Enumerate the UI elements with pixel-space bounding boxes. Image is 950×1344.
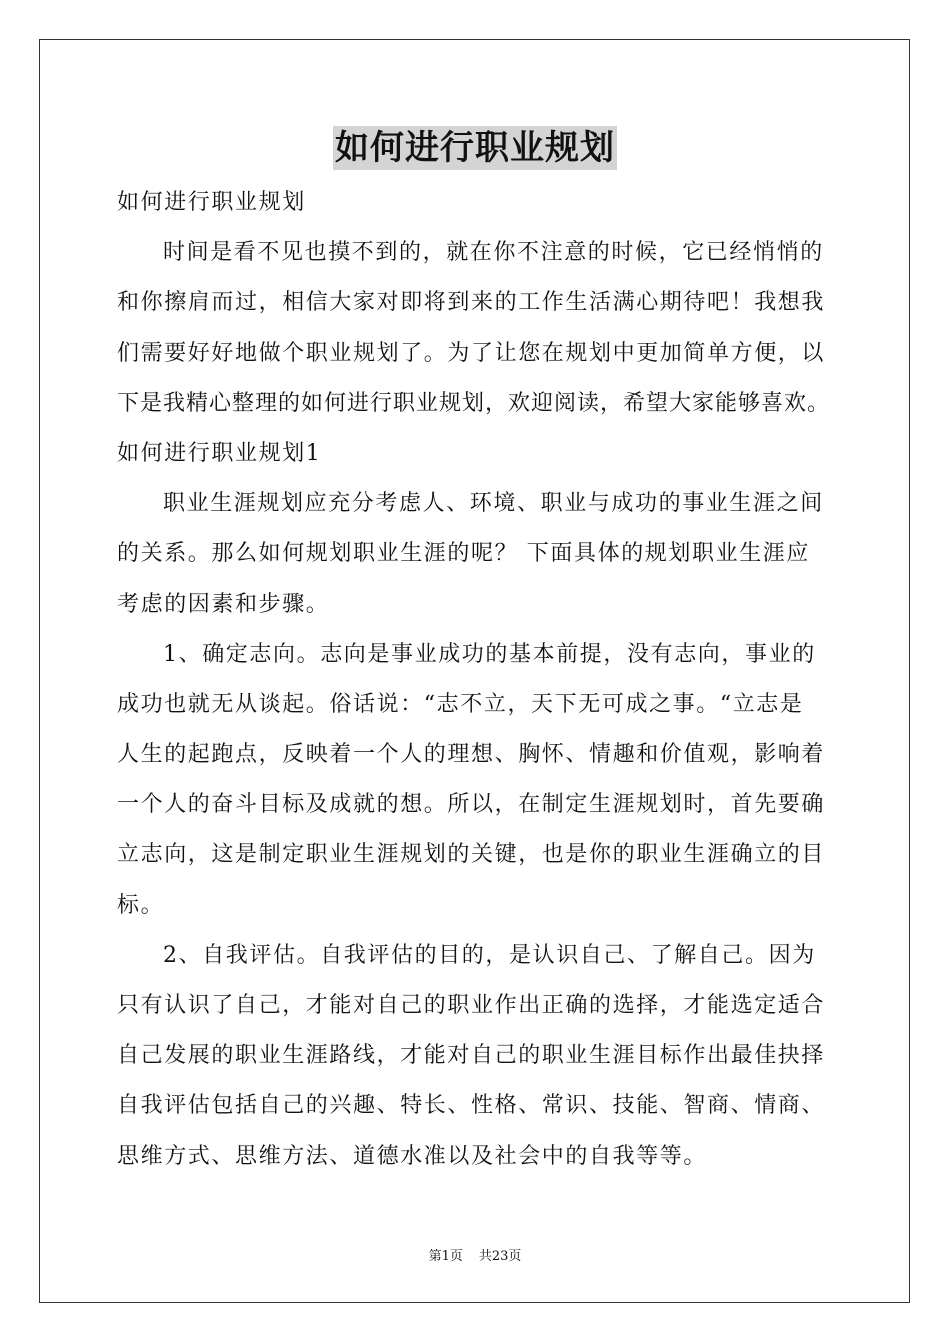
text-line: 2、自我评估。自我评估的目的，是认识自己、了解自己。因为 bbox=[163, 942, 816, 968]
page-total: 共23页 bbox=[478, 1249, 522, 1264]
text-line: 们需要好好地做个职业规划了。为了让您在规划中更加简单方便，以 bbox=[117, 340, 826, 366]
text-line: 人生的起跑点，反映着一个人的理想、胸怀、情趣和价值观，影响着 bbox=[117, 742, 826, 768]
text-line: 立志向，这是制定职业生涯规划的关键，也是你的职业生涯确立的目 bbox=[117, 842, 826, 868]
text-line: 下是我精心整理的如何进行职业规划，欢迎阅读，希望大家能够喜欢。 bbox=[117, 390, 831, 416]
text-line: 思维方式、思维方法、道德水准以及社会中的自我等等。 bbox=[117, 1143, 708, 1169]
text-line: 考虑的因素和步骤。 bbox=[117, 591, 330, 617]
page-number: 第1页 bbox=[428, 1249, 463, 1264]
text-line: 的关系。那么如何规划职业生涯的呢？ 下面具体的规划职业生涯应 bbox=[117, 541, 810, 567]
text-line: 成功也就无从谈起。俗话说：“志不立，天下无可成之事。“立志是 bbox=[117, 691, 804, 717]
text-line: 自我评估包括自己的兴趣、特长、性格、常识、技能、智商、情商、 bbox=[117, 1093, 826, 1119]
text-line: 职业生涯规划应充分考虑人、环境、职业与成功的事业生涯之间 bbox=[163, 491, 824, 517]
text-line: 如何进行职业规划 bbox=[117, 190, 306, 215]
text-line: 标。 bbox=[117, 892, 165, 918]
text-line: 只有认识了自己，才能对自己的职业作出正确的选择，才能选定适合 bbox=[117, 993, 826, 1018]
text-line: 如何进行职业规划1 bbox=[117, 440, 322, 466]
document-body bbox=[117, 178, 833, 1182]
document-title: 如何进行职业规划 bbox=[335, 128, 615, 168]
text-line: 1、确定志向。志向是事业成功的基本前提，没有志向，事业的 bbox=[163, 641, 816, 667]
page-footer bbox=[0, 1248, 950, 1266]
text-line: 和你擦肩而过，相信大家对即将到来的工作生活满心期待吧！我想我 bbox=[117, 290, 826, 316]
text-line: 时间是看不见也摸不到的，就在你不注意的时候，它已经悄悄的 bbox=[163, 240, 824, 266]
title-container bbox=[0, 126, 950, 170]
text-line: 自己发展的职业生涯路线，才能对自己的职业生涯目标作出最佳抉择 bbox=[117, 1043, 826, 1069]
text-line: 一个人的奋斗目标及成就的想。所以，在制定生涯规划时，首先要确 bbox=[117, 792, 826, 818]
